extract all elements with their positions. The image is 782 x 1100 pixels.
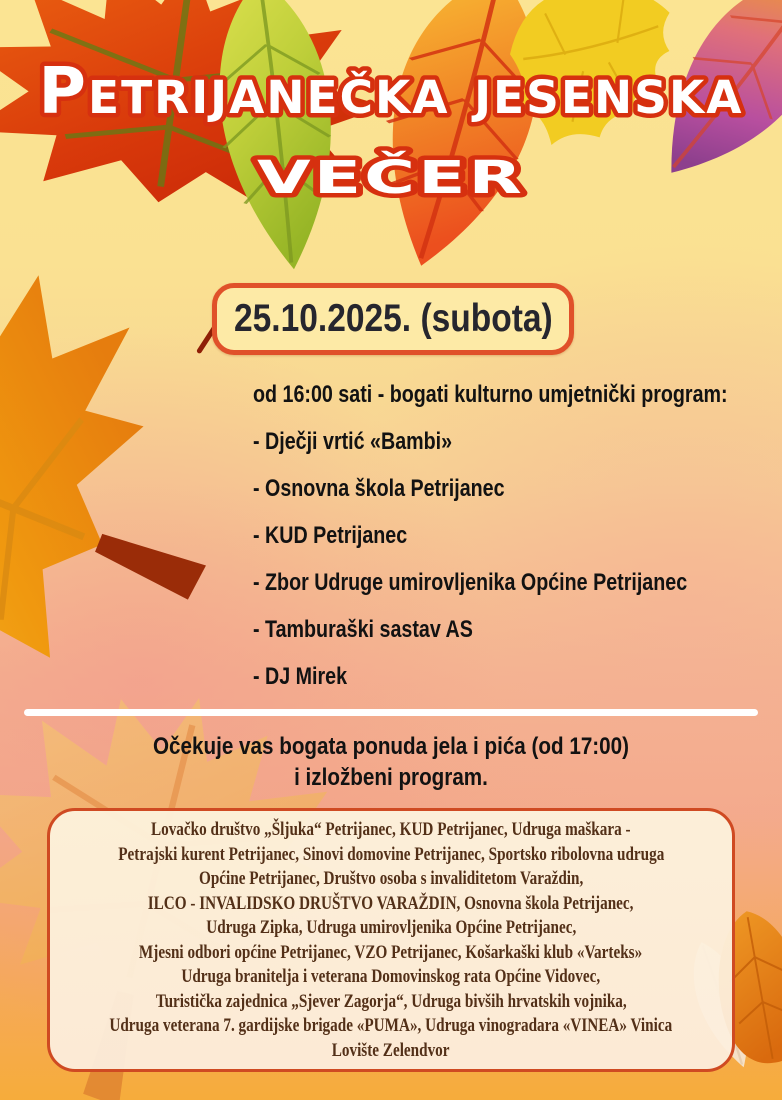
date-badge: [212, 283, 574, 355]
offer-line: Očekuje vas bogata ponuda jela i pića (od 17:00): [152, 733, 630, 760]
date-text: 25.10.2025. (subota): [233, 297, 553, 340]
participants-line: ILCO - INVALIDSKO DRUŠTVO VARAŽDIN, Osnovna škola Petrijanec,: [148, 892, 634, 914]
participants-box: [47, 808, 735, 1072]
program-item: - Zbor Udruge umirovljenika Općine Petrijanec: [253, 569, 688, 596]
participants-line: Udruga branitelja i veterana Domovinskog rata Općine Vidovec,: [181, 966, 601, 987]
program-item: - KUD Petrijanec: [253, 522, 408, 549]
poster-title: [0, 0, 782, 230]
program-item: - Tamburaški sastav AS: [253, 616, 473, 643]
program-item: - Dječji vrtić «Bambi»: [253, 428, 453, 455]
divider-line: [24, 709, 758, 716]
offer-line: i izložbeni program.: [294, 764, 488, 791]
participants-line: Udruga veterana 7. gardijske brigade «PUMA», Udruga vinogradara «VINEA» Vinica: [109, 1015, 673, 1036]
participants-line: Lovačko društvo „Šljuka“ Petrijanec, KUD Petrijanec, Udruga maškara -: [151, 819, 631, 840]
offer-section: [0, 731, 782, 793]
program-item: - Osnovna škola Petrijanec: [253, 475, 505, 502]
poster-title-line1: Petrijanečka jesenska: [38, 55, 744, 129]
participants-line: Lovište Zelendvor: [332, 1039, 450, 1061]
participants-line: Općine Petrijanec, Društvo osoba s invaliditetom Varaždin,: [198, 868, 584, 889]
participants-line: Turistička zajednica „Sjever Zagorja“, Udruga bivših hrvatskih vojnika,: [155, 990, 627, 1012]
program-heading: od 16:00 sati - bogati kulturno umjetnički program:: [253, 381, 728, 408]
program-section: [253, 381, 773, 691]
program-item: - DJ Mirek: [253, 663, 348, 690]
participants-line: Petrajski kurent Petrijanec, Sinovi domovine Petrijanec, Sportsko ribolovna udruga: [117, 843, 665, 865]
poster-title-line2: večer: [257, 135, 525, 209]
participants-line: Mjesni odbori općine Petrijanec, VZO Petrijanec, Košarkaški klub «Varteks»: [139, 941, 643, 963]
participants-line: Udruga Zipka, Udruga umirovljenika Općine Petrijanec,: [205, 917, 577, 938]
